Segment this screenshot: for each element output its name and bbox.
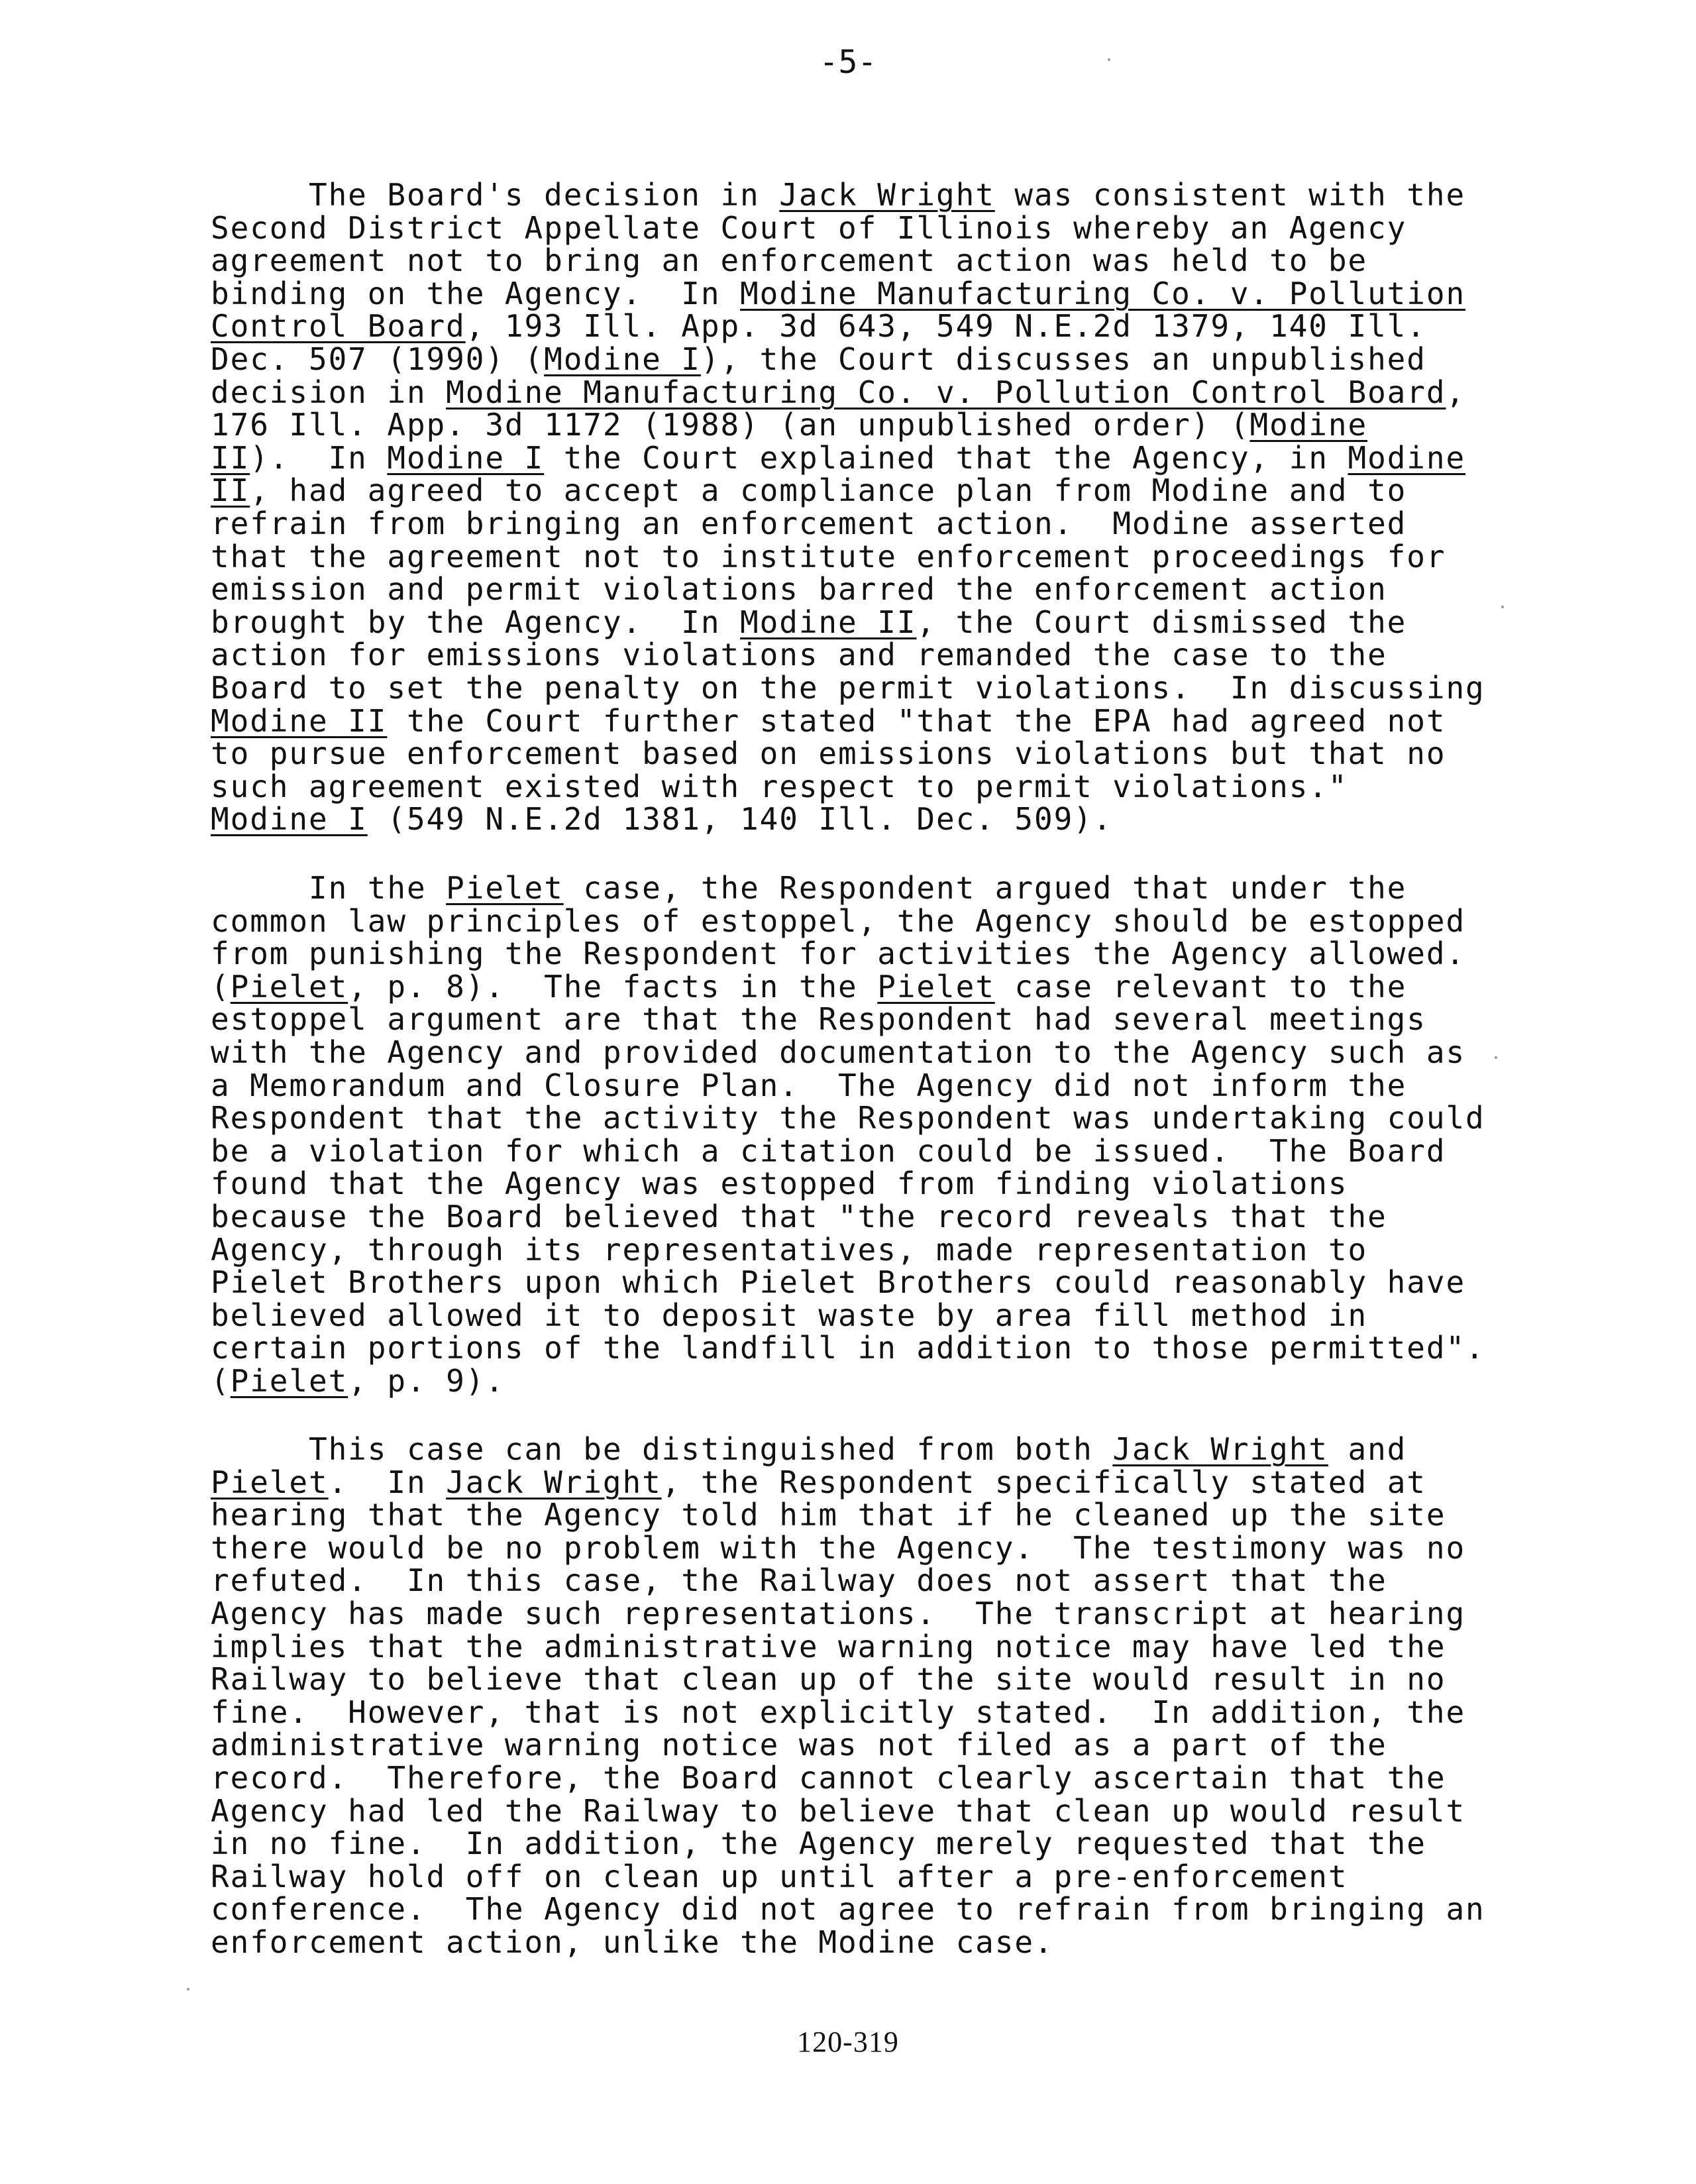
text-segment: the Court explained that the Agency, in <box>544 439 1348 476</box>
text-line <box>211 376 1536 410</box>
text-line <box>211 872 1536 905</box>
text-line <box>211 768 1536 804</box>
text-segment: hearing that the Agency told him that if he cleaned up the site <box>211 1497 1446 1533</box>
text-segment: case relevant to the <box>994 968 1407 1005</box>
text-segment: the Court further stated "that the EPA had agreed not <box>387 702 1446 739</box>
text-segment: certain portions of the landfill in addition to those permitted". <box>211 1330 1485 1366</box>
text-segment: (549 N.E.2d 1381, 140 Ill. Dec. 509). <box>367 801 1113 838</box>
text-line <box>211 1266 1536 1299</box>
case-citation: Modine I <box>211 801 368 838</box>
text-line <box>211 1926 1536 1959</box>
case-citation: Pielet <box>230 1362 348 1399</box>
text-line <box>211 209 1536 246</box>
text-segment: to pursue enforcement based on emissions violations but that no <box>211 736 1446 772</box>
text-segment: because the Board believed that "the record reveals that the <box>211 1198 1387 1234</box>
text-line <box>211 343 1536 376</box>
text-segment: binding on the Agency. In <box>211 275 741 311</box>
text-segment: case, the Respondent argued that under the <box>563 870 1407 906</box>
text-line <box>211 1466 1536 1500</box>
text-segment: , <box>1446 374 1466 410</box>
case-citation: II <box>211 472 250 509</box>
case-citation: Modine I <box>387 439 545 476</box>
text-segment: Second District Appellate Court of Illinois whereby an Agency <box>211 209 1407 246</box>
text-line <box>211 439 1536 476</box>
text-segment: , 193 Ill. App. 3d 643, 549 N.E.2d 1379, 140 Ill. <box>465 308 1426 345</box>
text-segment: from punishing the Respondent for activities the Agency allowed. <box>211 936 1466 972</box>
case-citation: II <box>211 439 250 476</box>
text-line <box>211 474 1536 508</box>
text-segment: there would be no problem with the Agency. The testimony was no <box>211 1529 1466 1566</box>
text-line <box>211 310 1536 343</box>
text-line <box>211 669 1536 706</box>
text-line <box>211 1564 1536 1598</box>
text-segment: record. Therefore, the Board cannot clearly ascertain that the <box>211 1759 1446 1796</box>
paragraph-pielet <box>211 872 1536 1398</box>
text-segment: common law principles of estoppel, the Agency should be estopped <box>211 902 1466 939</box>
text-segment: decision in <box>211 374 447 410</box>
text-segment: ). In <box>250 439 388 476</box>
text-segment: , the Respondent specifically stated at <box>661 1464 1426 1500</box>
text-line <box>211 803 1536 836</box>
case-citation: Modine Manufacturing Co. v. Pollution <box>740 275 1466 311</box>
text-line <box>211 1595 1536 1631</box>
text-line <box>211 1792 1536 1829</box>
text-line <box>211 1663 1536 1696</box>
text-line <box>211 1003 1536 1036</box>
case-citation: Pielet <box>877 968 995 1005</box>
case-citation: Jack Wright <box>779 177 995 213</box>
text-segment: The Board's decision in <box>211 177 780 213</box>
text-segment: with the Agency and provided documentation to the Agency such as <box>211 1034 1466 1070</box>
text-segment: Railway hold off on clean up until after a pre-enforcement <box>211 1858 1348 1894</box>
text-line <box>211 1231 1536 1268</box>
text-line <box>211 1198 1536 1234</box>
case-citation: Modine II <box>211 702 388 739</box>
text-line <box>211 902 1536 939</box>
case-citation: Modine I <box>544 341 701 377</box>
text-segment: ), the Court discusses an unpublished <box>700 341 1426 377</box>
text-segment: Board to set the penalty on the permit violations. In discussing <box>211 669 1485 706</box>
text-line <box>211 1858 1536 1894</box>
text-segment: Railway to believe that clean up of the site would result in no <box>211 1661 1446 1698</box>
text-segment: was consistent with the <box>994 177 1466 213</box>
text-segment: action for emissions violations and remanded the case to the <box>211 637 1387 673</box>
text-line <box>211 639 1536 672</box>
text-line <box>211 573 1536 606</box>
scan-speck <box>1108 58 1110 61</box>
text-segment: be a violation for which a citation could be issued. The Board <box>211 1132 1446 1169</box>
text-segment: that the agreement not to institute enforcement proceedings for <box>211 538 1446 574</box>
text-line <box>211 1102 1536 1135</box>
text-segment: fine. However, that is not explicitly stated. In addition, the <box>211 1694 1466 1730</box>
text-line <box>211 1299 1536 1333</box>
case-citation: Pielet <box>211 1464 329 1500</box>
text-line <box>211 1362 1536 1399</box>
case-citation: Jack Wright <box>1112 1431 1328 1467</box>
text-line <box>211 1628 1536 1665</box>
text-segment: Respondent that the activity the Respondent was undertaking could <box>211 1100 1485 1136</box>
text-segment: refrain from bringing an enforcement action. Modine asserted <box>211 505 1407 541</box>
text-segment: administrative warning notice was not filed as a part of the <box>211 1727 1387 1763</box>
text-line <box>211 505 1536 541</box>
text-segment: a Memorandum and Closure Plan. The Agency did not inform the <box>211 1067 1407 1103</box>
case-citation: Modine <box>1249 407 1368 443</box>
case-citation: Modine II <box>740 604 917 640</box>
text-segment: Agency has made such representations. The transcript at hearing <box>211 1595 1466 1631</box>
text-line <box>211 275 1536 311</box>
text-segment: , p. 9). <box>348 1362 505 1399</box>
case-citation: Pielet <box>230 968 348 1005</box>
text-segment: and <box>1328 1431 1407 1467</box>
text-segment: such agreement existed with respect to permit violations." <box>211 768 1348 804</box>
paragraph-distinguishing <box>211 1433 1536 1959</box>
text-line <box>211 1828 1536 1861</box>
case-citation: Control Board <box>211 308 466 345</box>
text-line <box>211 1759 1536 1796</box>
text-line <box>211 606 1536 639</box>
text-line <box>211 938 1536 971</box>
scan-speck <box>187 1988 189 1991</box>
case-citation: Modine Manufacturing Co. v. Pollution Control Board <box>446 374 1446 410</box>
text-segment: enforcement action, unlike the Modine case. <box>211 1924 1054 1960</box>
text-segment: . In <box>328 1464 447 1500</box>
text-line <box>211 538 1536 574</box>
text-segment: conference. The Agency did not agree to refrain from bringing an <box>211 1891 1485 1928</box>
text-line <box>211 702 1536 739</box>
text-line <box>211 968 1536 1005</box>
paragraph-jack-wright-modine <box>211 179 1536 836</box>
text-segment: in no fine. In addition, the Agency merely requested that the <box>211 1826 1426 1862</box>
text-segment: Dec. 507 (1990) ( <box>211 341 545 377</box>
text-line <box>211 1893 1536 1926</box>
text-line <box>211 1729 1536 1762</box>
text-segment: emission and permit violations barred the enforcement action <box>211 571 1387 608</box>
case-citation: Jack Wright <box>446 1464 662 1500</box>
text-segment: In the <box>211 870 447 906</box>
text-line <box>211 1529 1536 1566</box>
scan-speck <box>1495 1056 1497 1059</box>
text-line <box>211 737 1536 771</box>
text-line <box>211 1433 1536 1466</box>
text-segment: refuted. In this case, the Railway does not assert that the <box>211 1562 1387 1599</box>
text-line <box>211 409 1536 442</box>
case-citation: Pielet <box>446 870 564 906</box>
text-segment: Agency, through its representatives, made representation to <box>211 1231 1368 1268</box>
case-citation: Modine <box>1348 439 1466 476</box>
text-line <box>211 1499 1536 1532</box>
scan-speck <box>1501 606 1504 608</box>
text-line <box>211 1168 1536 1201</box>
text-segment: 176 Ill. App. 3d 1172 (1988) (an unpublished order) ( <box>211 407 1250 443</box>
text-segment: ( <box>211 1362 231 1399</box>
text-segment: found that the Agency was estopped from finding violations <box>211 1166 1348 1202</box>
text-segment: Pielet Brothers upon which Pielet Brothers could reasonably have <box>211 1264 1466 1301</box>
text-segment: implies that the administrative warning notice may have led the <box>211 1628 1446 1665</box>
page-number: -5- <box>819 44 877 81</box>
text-segment: , the Court dismissed the <box>916 604 1407 640</box>
text-segment: This case can be distinguished from both <box>211 1431 1113 1467</box>
text-segment: estoppel argument are that the Respondent had several meetings <box>211 1001 1426 1038</box>
text-segment: agreement not to bring an enforcement action was held to be <box>211 243 1368 279</box>
text-line <box>211 1036 1536 1069</box>
text-line <box>211 1132 1536 1169</box>
text-line <box>211 1696 1536 1729</box>
text-segment: brought by the Agency. In <box>211 604 741 640</box>
text-line <box>211 179 1536 212</box>
text-segment: ( <box>211 968 231 1005</box>
text-line <box>211 1069 1536 1103</box>
document-footer-number: 120-319 <box>797 2026 899 2058</box>
text-segment: , had agreed to accept a compliance plan from Modine and to <box>250 472 1407 509</box>
text-segment: , p. 8). The facts in the <box>348 968 878 1005</box>
text-line <box>211 245 1536 278</box>
text-segment: believed allowed it to deposit waste by area fill method in <box>211 1297 1368 1333</box>
text-line <box>211 1332 1536 1365</box>
text-segment: Agency had led the Railway to believe that clean up would result <box>211 1792 1466 1829</box>
